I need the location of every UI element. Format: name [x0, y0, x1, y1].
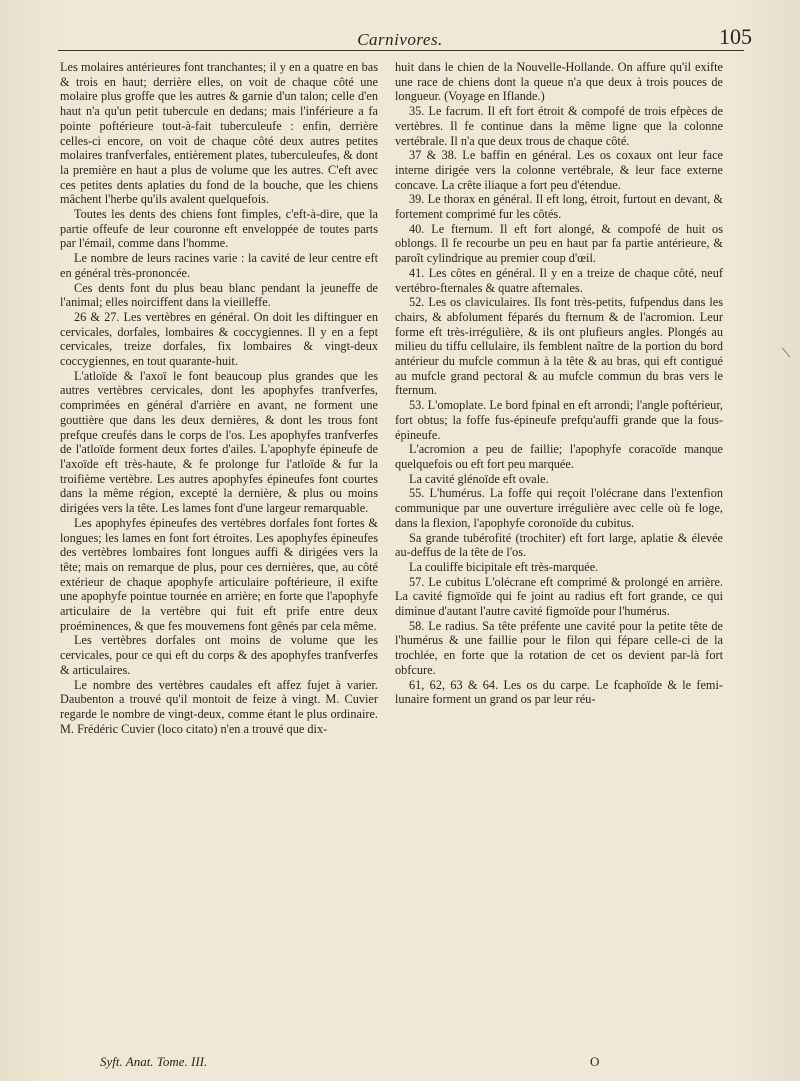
- paragraph: Sa grande tubérofité (trochiter) eft fort large, aplatie & élevée au-deffus de la tête de l'os.: [395, 530, 723, 560]
- paragraph: Les apophyfes épineufes des vertèbres dorfales font fortes & longues; les lames en font fort étroites. Les apophyfes épineufes des vertèbres lombaires font longues auffi & dirigées vers la tête; mais on remarque de plus, pour ces dernières, que, au côté extérieur de chaque apophyfe articulaire poftérieure, il exifte une apophyfe pointue tournée en arrière; en forte que l'apophyfe articulaire de la vertèbre qui fuit eft prife entre deux proéminences, & que fes mouvemens font gênés par cela même.: [60, 515, 378, 633]
- paragraph: Les vertèbres dorfales ont moins de volume que les cervicales, pour ce qui eft du corps & des apophyfes tranfverfes & articulaires.: [60, 633, 378, 677]
- paragraph: La cavité glénoïde eft ovale.: [409, 471, 549, 486]
- paragraph: Ces dents font du plus beau blanc pendant la jeuneffe de l'animal; elles noirciffent dans la vieilleffe.: [60, 280, 378, 310]
- paragraph: 35. Le facrum. Il eft fort étroit & compofé de trois efpèces de vertèbres. Il fe continue dans la même ligne que la colonne vertébrale. Il n'a que deux trous de chaque côté.: [395, 104, 723, 148]
- paragraph: 26 & 27. Les vertèbres en général. On doit les diftinguer en cervicales, dorfales, lombaires & coccygiennes. Il y en a fept cervicales, treize dorfales, fix lombaires & vingt-deux coccygiennes, en tout quarante-huit.: [60, 309, 378, 369]
- paragraph: L'acromion a peu de faillie; l'apophyfe coracoïde manque quelquefois ou eft fort peu marquée.: [395, 442, 723, 471]
- paragraph: 41. Les côtes en général. Il y en a treize de chaque côté, neuf vertébro-fternales & quatre afternales.: [395, 265, 723, 295]
- paragraph: 55. L'humérus. La foffe qui reçoit l'olécrane dans l'extenfion communique par une ouverture irrégulière avec celle où fe loge, dans la flexion, l'apophyfe coronoïde du cubitus.: [395, 486, 723, 530]
- paragraph: L'atloïde & l'axoï le font beaucoup plus grandes que les autres vertèbres cervicales, dont les apophyfes tranfverfes, comprimées en général d'arrière en avant, ne forment une gouttière que dans les deux dernières, & dont les trous font prefque creufés dans le corps de l'os. Les apophyfes tranfverfes de l'atloïde forment deux fortes d'ailes. L'apophyfe épineufe de l'axoïde eft très-haute, & fe prolonge fur l'atloïde & fur la troifième vertèbre. Les autres apophyfes épineufes font courtes dans la même région, excepté la dernière, & plus ou moins dirigées vers la tête. Les lames font d'une largeur remarquable.: [60, 368, 378, 516]
- paragraph: Toutes les dents des chiens font fimples, c'eft-à-dire, que la partie offeufe de leur couronne eft enveloppée de toutes parts par l'émail, comme dans l'homme.: [60, 207, 378, 251]
- paragraph: 61, 62, 63 & 64. Les os du carpe. Le fcaphoïde & le femi-lunaire forment un grand os par leur réu-: [395, 677, 723, 707]
- signature-line: Syft. Anat. Tome. III.: [100, 1054, 208, 1069]
- right-column: [395, 60, 723, 707]
- paragraph: 53. L'omoplate. Le bord fpinal en eft arrondi; l'angle poftérieur, fort obtus; la foffe fus-épineufe prefqu'auffi grande que la fous-épineufe.: [395, 398, 723, 442]
- left-column: [60, 60, 378, 736]
- margin-pencil-mark: [782, 339, 800, 358]
- page-number: 105: [719, 24, 752, 49]
- paragraph: 52. Les os claviculaires. Ils font très-petits, fufpendus dans les chairs, & abfolument féparés du fternum & de l'acromion. Leur forme eft très-irrégulière, & ils ont plufieurs angles. Plongés au milieu du tiffu cellulaire, ils femblent naître de la portion du bord antérieur du mufcle commun à la tête & au bras, qui eft contigué au mufcle grand pectoral & au mufcle commun du bras vers le fternum.: [395, 295, 723, 398]
- paragraph: Les molaires antérieures font tranchantes; il y en a quatre en bas & trois en haut; derrière elles, on voit de chaque côté une molaire plus groffe que les autres & garnie d'un talon; celle d'en haut n'a qu'un petit tubercule en dedans; mais l'inférieure a fa pointe poftérieure tout-à-fait tuberculeufe : enfin, derrière celles-ci encore, on voit de chaque côté deux autres petites molaires tranfverfales, entièrement plates, tuberculeufes, & dont la première en haut a plus de volume que les autres. C'eft avec ces petites dents aplaties du fond de la bouche, que les chiens mâchent l'herbe qu'ils avalent quelquefois.: [60, 60, 378, 207]
- paragraph: 57. Le cubitus L'olécrane eft comprimé & prolongé en arrière. La cavité figmoïde qui fe joint au radius eft fort grande, ce qui diminue d'autant l'autre cavité figmoïde pour l'humérus.: [395, 574, 723, 619]
- signature-mark: O: [590, 1054, 600, 1069]
- paragraph: huit dans le chien de la Nouvelle-Hollande. On affure qu'il exifte une race de chiens dont la queue n'a que deux à trois pouces de longueur. (Voyage en Iflande.): [395, 60, 723, 104]
- paragraph: 40. Le fternum. Il eft fort alongé, & compofé de huit os oblongs. Il fe recourbe un peu en haut par fa partie antérieure, & paroît cylindrique au premier coup d'œil.: [395, 221, 723, 266]
- paragraph: Le nombre des vertèbres caudales eft affez fujet à varier. Daubenton a trouvé qu'il montoit de feize à vingt. M. Cuvier regarde le nombre de vingt-deux, comme étant le plus ordinaire. M. Frédéric Cuvier (loco citato) n'en a trouvé que dix-: [60, 677, 378, 736]
- paragraph: 58. Le radius. Sa tête préfente une cavité pour la petite tête de l'humérus & une faillie pour le filon qui fépare celle-ci de la trochlée, en forte que la rotation de cet os devient par-là fort obfcure.: [395, 618, 723, 677]
- paragraph: 37 & 38. Le baffin en général. Les os coxaux ont leur face interne dirigée vers la colonne vertébrale, & leur face externe concave. La crête iliaque a fort peu d'étendue.: [395, 148, 723, 192]
- paragraph: La couliffe bicipitale eft très-marquée.: [409, 559, 599, 574]
- paragraph: 39. Le thorax en général. Il eft long, étroit, furtout en devant, & fortement comprimé fur les côtés.: [395, 192, 723, 222]
- paragraph: Le nombre de leurs racines varie : la cavité de leur centre eft en général très-prononcée.: [60, 251, 378, 280]
- header-rule: [58, 50, 744, 51]
- running-title: Carnivores.: [357, 30, 443, 49]
